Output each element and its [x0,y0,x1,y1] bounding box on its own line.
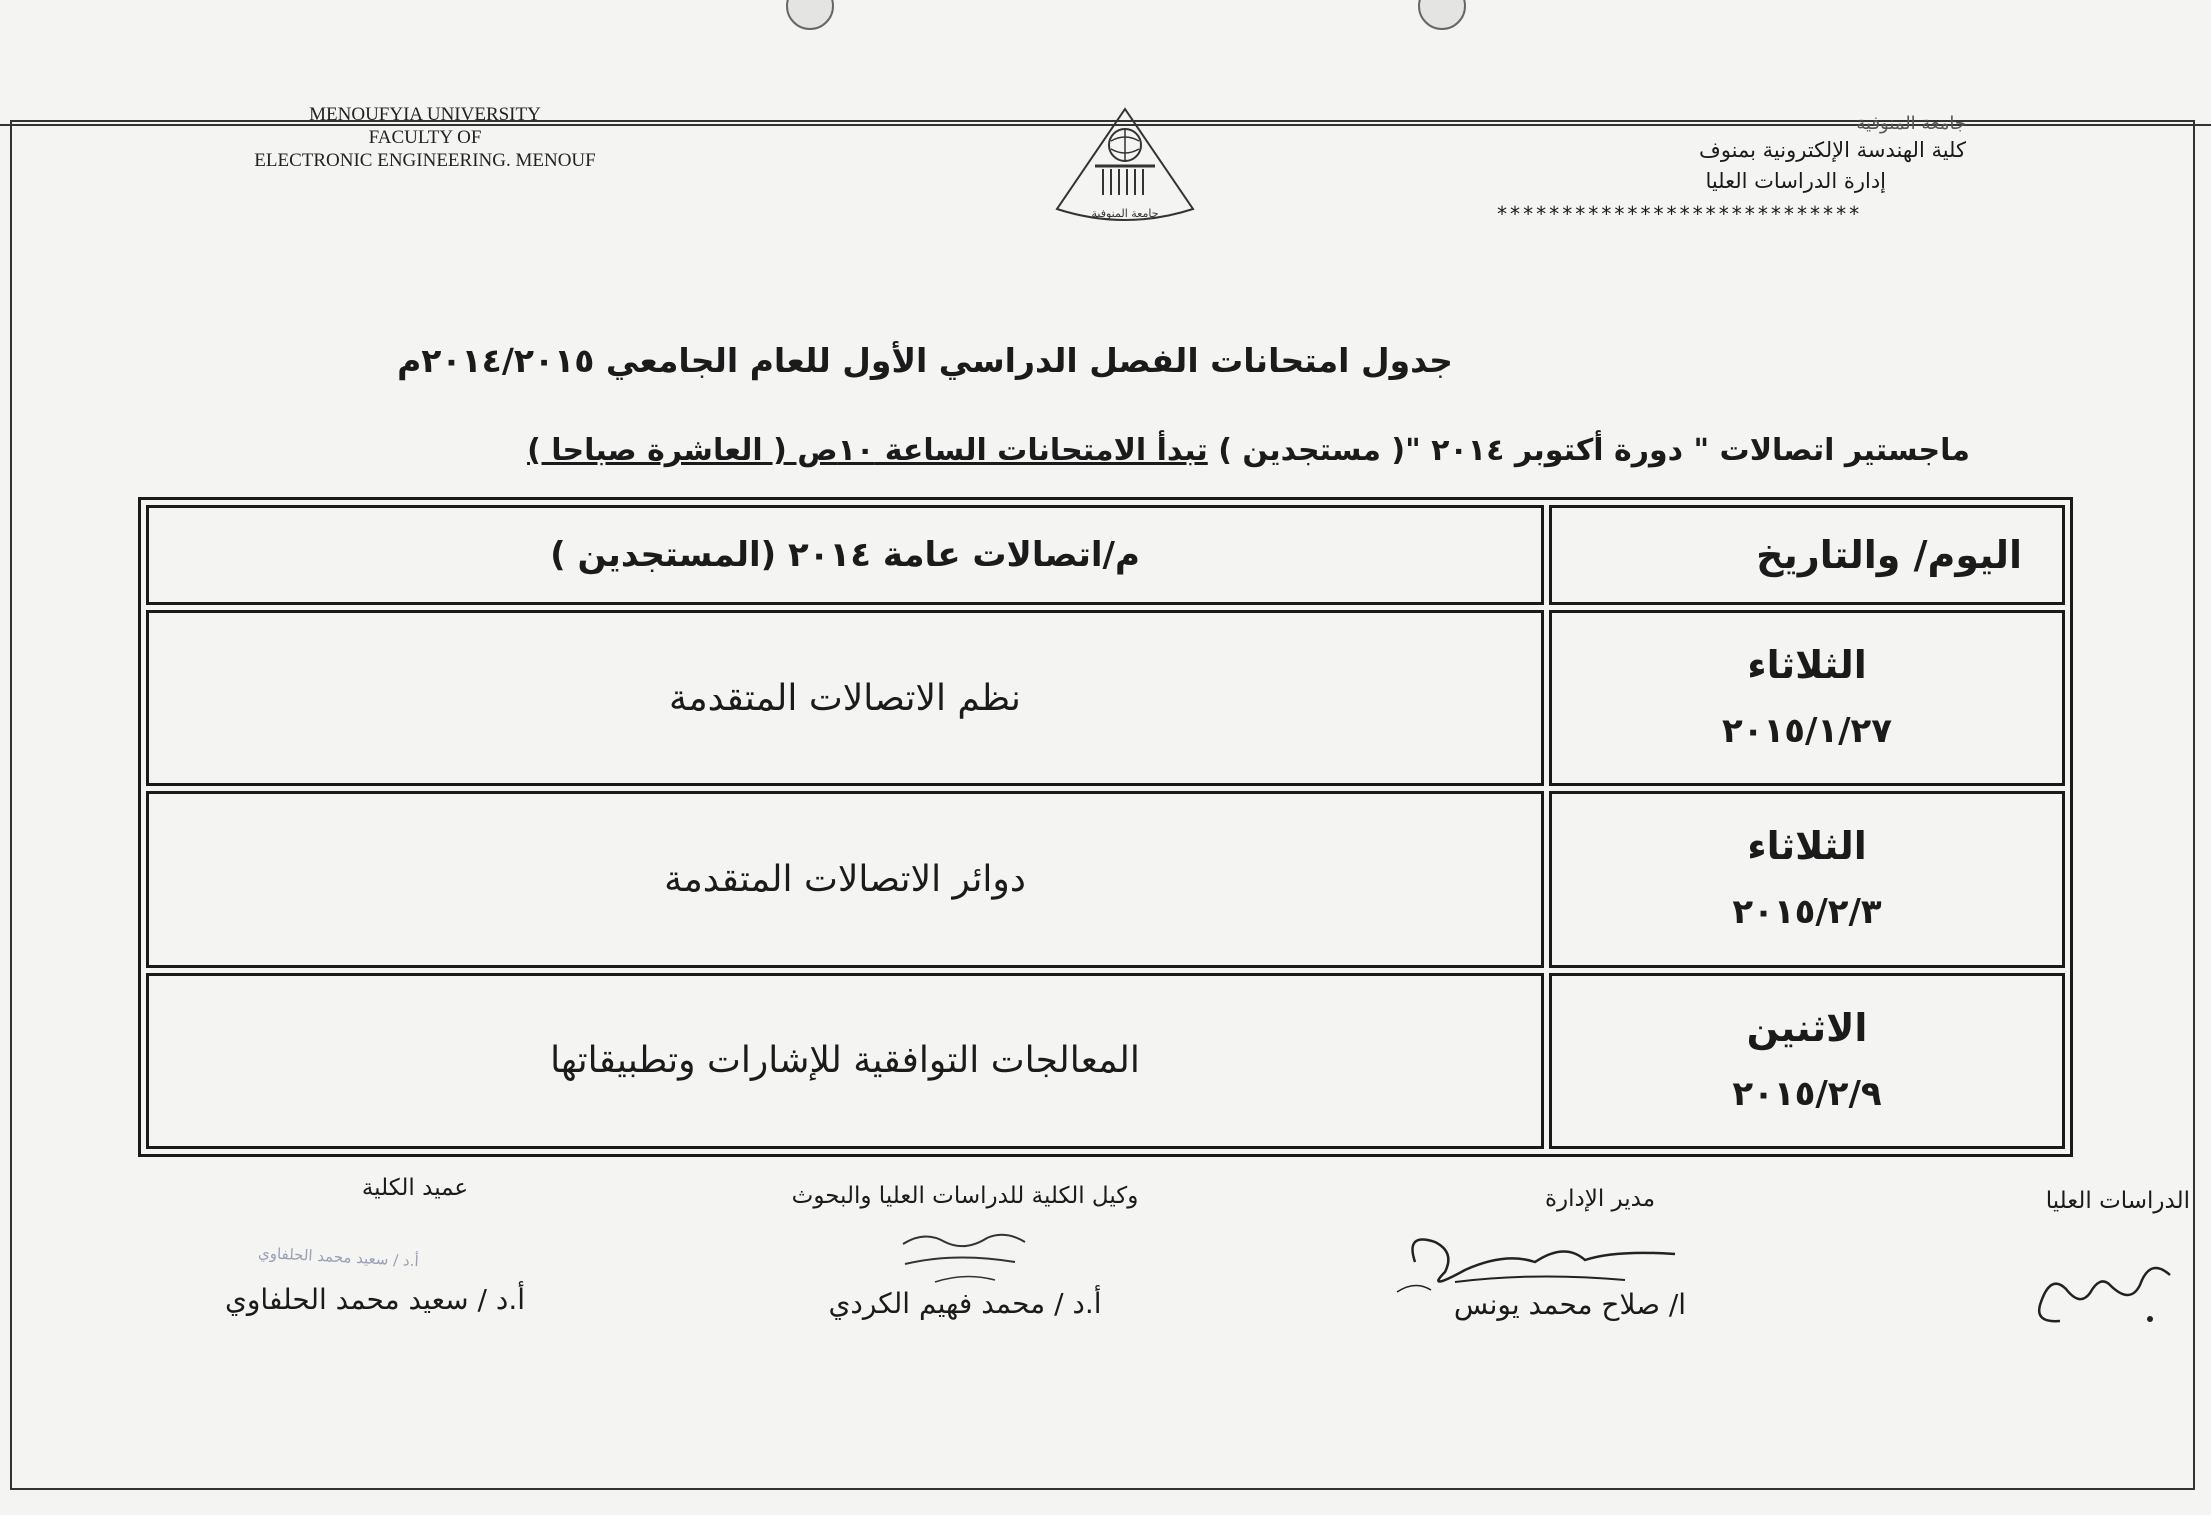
day-date-cell [1549,973,2065,1149]
english-letterhead [195,103,655,172]
postgrad-signature-block [2005,1188,2190,1214]
page-subtitle [230,433,1970,468]
director-handwritten-signature [1385,1222,1695,1307]
day-name: الثلاثاء [1747,643,1867,688]
logo-text: جامعة المنوفية [1091,207,1159,220]
exam-schedule-table [138,497,2073,1157]
faculty-name-ar: كلية الهندسة الإلكترونية بمنوف [1699,138,1966,162]
header-subject: م/اتصالات عامة ٢٠١٤ (المستجدين ) [146,505,1544,605]
faculty-label-en: FACULTY OF [368,127,482,148]
punch-hole-right [1418,0,1466,30]
subject-cell: نظم الاتصالات المتقدمة [146,610,1544,786]
day-name: الاثنين [1746,1005,1868,1050]
day-date-cell [1549,610,2065,786]
arabic-letterhead [1496,113,1966,230]
department-name-ar: إدارة الدراسات العليا [1705,169,1886,193]
postgrad-handwritten-signature [2030,1245,2185,1335]
table-row [146,610,2065,786]
vice-dean-name: أ.د / محمد فهيم الكردي [828,1287,1102,1320]
header-stars: **************************** [1496,202,1862,226]
subject-cell: المعالجات التوافقية للإشارات وتطبيقاتها [146,973,1544,1149]
faculty-name-en: ELECTRONIC ENGINEERING. MENOUF [254,150,596,171]
dean-title: عميد الكلية [361,1175,469,1201]
day-date-cell [1549,791,2065,967]
subtitle-exam-time: تبدأ الامتحانات الساعة ١٠ص ( العاشرة صباحا ) [527,433,1208,468]
university-name-en: MENOUFYIA UNIVERSITY [309,104,541,125]
punch-hole-left [786,0,834,30]
university-logo [1045,103,1205,232]
table-row [146,791,2065,967]
vice-dean-title: وكيل الكلية للدراسات العليا والبحوث [791,1183,1139,1209]
director-title: مدير الإدارة [1544,1186,1656,1212]
exam-date: ٢٠١٥/٢/٩ [1732,1073,1882,1114]
dean-name: أ.د / سعيد محمد الحلفاوي [224,1283,526,1316]
subtitle-program: ماجستير اتصالات " دورة أكتوبر ٢٠١٤ "( مستجدين ) [1207,433,1970,468]
exam-date: ٢٠١٥/١/٢٧ [1721,711,1893,752]
dean-stamp: أ.د / سعيد محمد الحلفاوي [257,1243,420,1271]
vice-dean-handwritten-signature [895,1222,1035,1292]
table-row [146,973,2065,1149]
university-name-ar: جامعة المنوفية [1856,113,1966,134]
exam-date: ٢٠١٥/٢/٣ [1732,892,1882,933]
director-name: ا/ صلاح محمد يونس [1453,1288,1687,1321]
dean-signature-block [175,1175,575,1316]
postgrad-title: الدراسات العليا [2045,1188,2190,1214]
day-name: الثلاثاء [1747,824,1867,869]
page-title: جدول امتحانات الفصل الدراسي الأول للعام الجامعي ٢٠١٤/٢٠١٥م [397,341,1453,380]
header-day-date: اليوم/ والتاريخ [1549,505,2065,605]
table-header-row [146,505,2065,605]
subject-cell: دوائر الاتصالات المتقدمة [146,791,1544,967]
